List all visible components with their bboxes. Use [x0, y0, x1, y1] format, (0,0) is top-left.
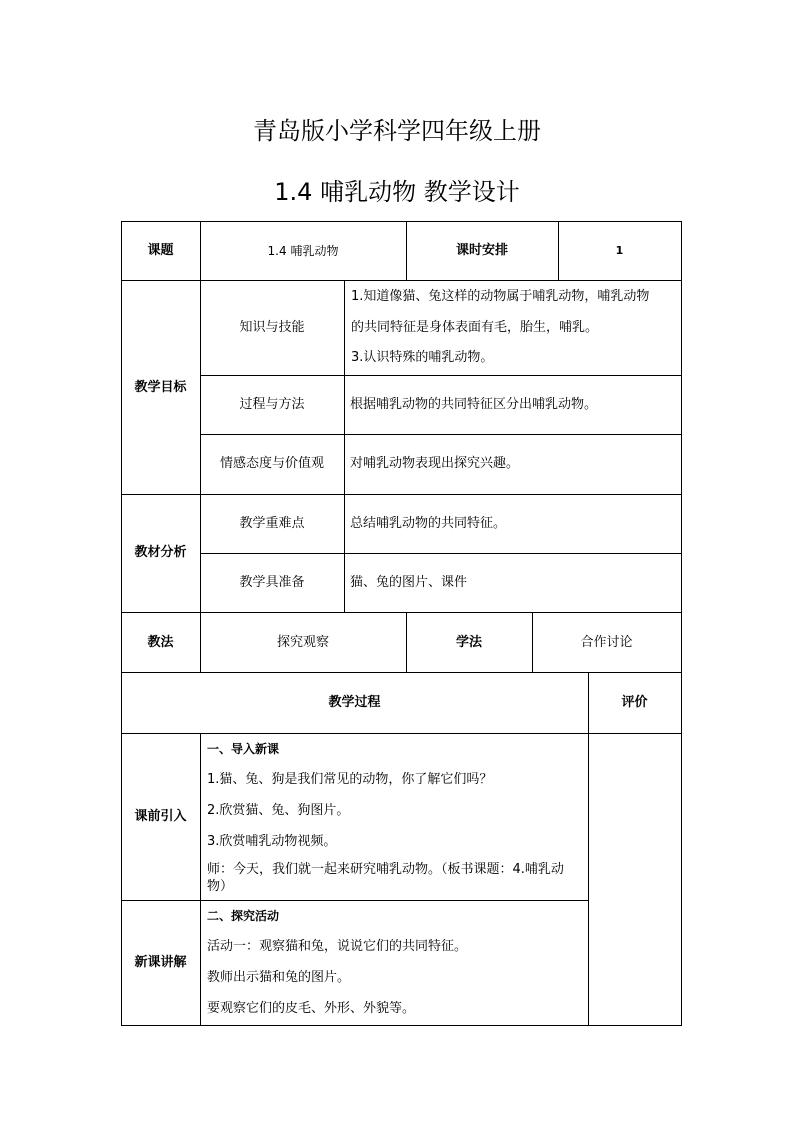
material-content: 总结哺乳动物的共同特征。: [350, 515, 507, 531]
intro-line: 1.猫、兔、狗是我们常见的动物，你了解它们吗？: [207, 772, 493, 787]
intro-line: 2.欣赏猫、兔、狗图片。: [207, 803, 350, 818]
schedule-value: 1: [615, 244, 624, 257]
objective-category: 知识与技能: [239, 319, 305, 335]
objectives-label: 教学目标: [134, 379, 187, 395]
new-lesson-line: 活动一：观察猫和兔，说说它们的共同特征。: [207, 939, 468, 954]
lesson-title: 1.4 哺乳动物 教学设计: [274, 178, 520, 206]
new-lesson-line: 教师出示猫和兔的图片。: [207, 970, 351, 985]
material-category: 教学重难点: [239, 515, 305, 531]
learn-method-value: 合作讨论: [580, 634, 633, 650]
objective-content: [351, 280, 681, 375]
material-content: 猫、兔的图片、课件: [350, 574, 468, 590]
new-lesson-heading: 二、探究活动: [207, 909, 280, 923]
objective-category: 过程与方法: [239, 397, 305, 412]
topic-value: 1.4 哺乳动物: [267, 244, 339, 258]
intro-line: 师：今天，我们就一起来研究哺乳动物。（板书课题：4.哺乳动物）: [207, 862, 564, 894]
page-title: 青岛版小学科学四年级上册: [253, 117, 541, 145]
topic-label: 课题: [147, 243, 174, 258]
objective-line: 的共同特征是身体表面有毛，胎生，哺乳。: [351, 320, 599, 335]
col-divider: [200, 733, 201, 1026]
material-category: 教学具准备: [239, 574, 305, 590]
intro-label: 课前引入: [134, 808, 187, 824]
objective-line: 3.认识特殊的哺乳动物。: [351, 350, 494, 365]
objective-content: 根据哺乳动物的共同特征区分出哺乳动物。: [350, 397, 598, 412]
table-border-right: [681, 221, 682, 1026]
teach-method-value: 探究观察: [276, 634, 329, 650]
teach-method-label: 教法: [147, 634, 174, 650]
evaluation-header: 评价: [621, 694, 648, 710]
new-lesson-content: [207, 900, 585, 1025]
objective-line: 1.知道像猫、兔这样的动物属于哺乳动物，哺乳动物: [351, 289, 650, 304]
intro-heading: 一、导入新课: [207, 742, 280, 756]
objective-content: 对哺乳动物表现出探究兴趣。: [350, 456, 520, 471]
new-lesson-label: 新课讲解: [134, 954, 187, 970]
table-border-bottom: [121, 1025, 682, 1026]
schedule-label: 课时安排: [455, 243, 508, 258]
process-header: 教学过程: [328, 694, 381, 710]
objective-category: 情感态度与价值观: [219, 456, 324, 471]
new-lesson-line: 要观察它们的皮毛、外形、外貌等。: [207, 1001, 416, 1016]
material-label: 教材分析: [134, 545, 187, 560]
learn-method-label: 学法: [455, 634, 482, 650]
intro-line: 3.欣赏哺乳动物视频。: [207, 834, 337, 849]
